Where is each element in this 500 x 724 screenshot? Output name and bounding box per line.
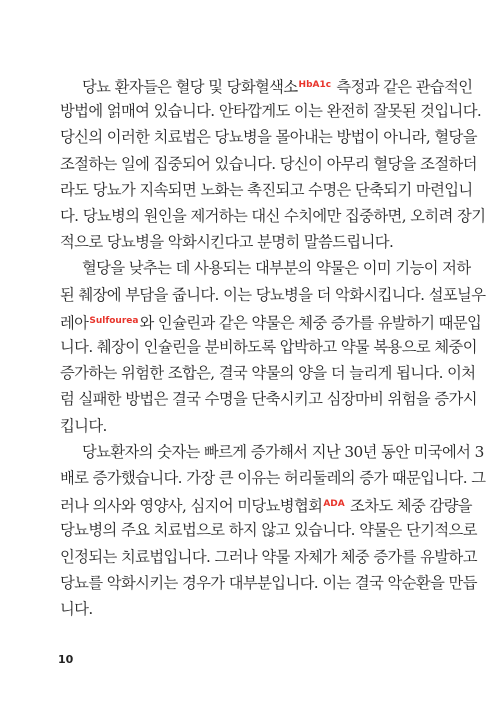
text-segment: 당뇨 환자들은 혈당 및 당화혈색소 (82, 78, 298, 96)
text-line: 니다. 췌장이 인슐린을 분비하도록 압박하고 약물 복용으로 체중이 (60, 338, 477, 356)
abbreviation-annotation: Sulfourea (89, 315, 139, 326)
text-segment: 조차도 체중 감량을 (345, 497, 472, 516)
text-segment: 러나 의사와 영양사, 심지어 미당뇨병협회 (60, 497, 323, 516)
text-line: 킵니다. (60, 416, 107, 435)
text-line: 된 췌장에 부담을 줍니다. 이는 당뇨병을 더 악화시킵니다. 설포닐우 (60, 285, 486, 304)
text-line (60, 308, 482, 334)
text-line: 당뇨병의 주요 치료법으로 하지 않고 있습니다. 약물은 단기적으로 (60, 521, 477, 540)
text-line: 라도 당뇨가 지속되면 노화는 촉진되고 수명은 단축되기 마련입니 (60, 180, 473, 199)
text-line: 적으로 당뇨병을 악화시킨다고 분명히 말씀드립니다. (60, 233, 394, 252)
text-line: 니다. (60, 600, 93, 618)
page-number: 10 (58, 653, 74, 666)
text-line: 방법에 얽매여 있습니다. 안타깝게도 이는 완전히 잘못된 것입니다. (60, 102, 482, 121)
text-segment: 레아 (60, 313, 89, 332)
text-line (60, 491, 472, 517)
text-segment: 와 인슐린과 같은 약물은 체중 증가를 유발하기 때문입 (139, 313, 482, 332)
text-line: 당뇨환자의 숫자는 빠르게 증가해서 지난 30년 동안 미국에서 3 (82, 442, 484, 461)
text-line: 조절하는 일에 집중되어 있습니다. 당신이 아무리 혈당을 조절하더 (60, 154, 477, 173)
abbreviation-annotation: HbA1c (298, 80, 332, 90)
text-line: 당신의 이러한 치료법은 당뇨병을 몰아내는 방법이 아니라, 혈당을 (60, 128, 477, 147)
abbreviation-annotation: ADA (323, 499, 345, 510)
text-line: 럼 실패한 방법은 결국 수명을 단축시키고 심장마비 위험을 증가시 (60, 390, 477, 409)
text-line: 당뇨를 악화시키는 경우가 대부분입니다. 이는 결국 악순환을 만듭 (60, 573, 477, 592)
text-line: 증가하는 위험한 조합은, 결국 약물의 양을 더 늘리게 됩니다. 이처 (60, 364, 476, 383)
text-line: 다. 당뇨병의 원인을 제거하는 대신 수치에만 집중하면, 오히려 장기 (60, 207, 486, 225)
text-segment: 측정과 같은 관습적인 (332, 78, 473, 96)
text-line: 배로 증가했습니다. 가장 큰 이유는 허리둘레의 증가 때문입니다. 그 (60, 469, 486, 487)
text-line (82, 72, 473, 98)
text-line: 인정되는 치료법입니다. 그러나 약물 자체가 체중 증가를 유발하고 (60, 547, 477, 566)
text-line: 혈당을 낮추는 데 사용되는 대부분의 약물은 이미 기능이 저하 (82, 259, 471, 278)
